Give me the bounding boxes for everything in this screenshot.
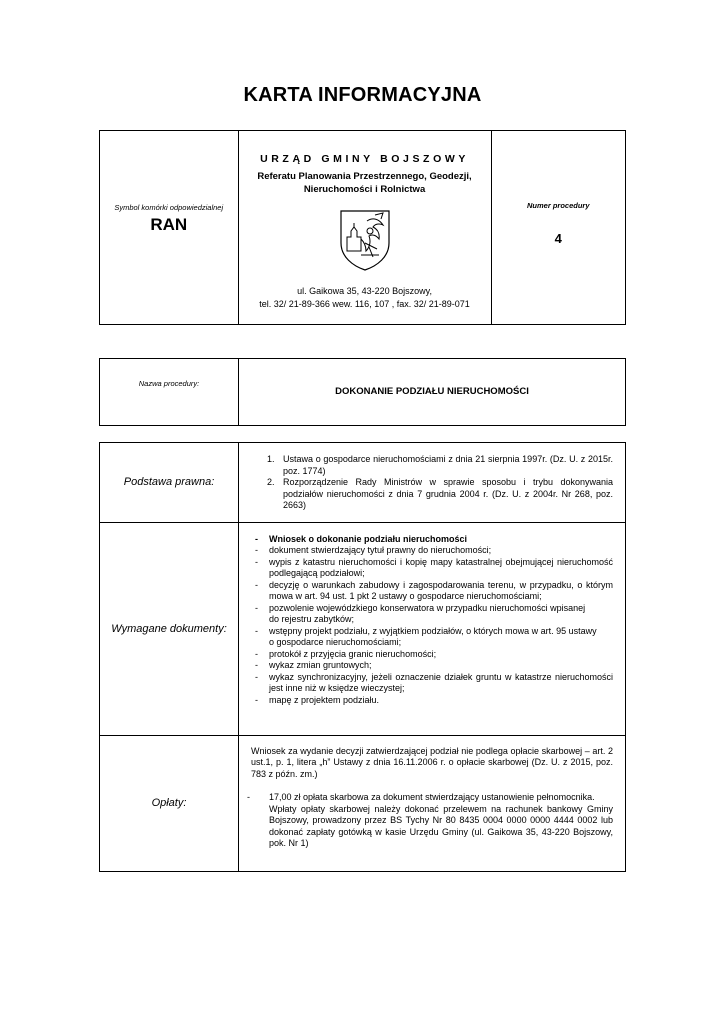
list-item: - decyzję o warunkach zabudowy i zagospodarowania terenu, w przypadku, o którym mowa w art. 94 ust. 1 pkt 2 ustawy o gospodarce nieruchomościami; [269,580,613,603]
procedure-name: DOKONANIE PODZIAŁU NIERUCHOMOŚCI [335,386,529,397]
office-address: ul. Gaikowa 35, 43-220 Bojszowy, tel. 32/ 21-89-366 wew. 116, 107 , fax. 32/ 21-89-071 [259,286,470,309]
list-item: - wypis z katastru nieruchomości i kopię mapy katastralnej obejmującej nieruchomość podlegającą podziałowi; [269,557,613,580]
procedure-number-label: Numer procedury [527,201,590,210]
symbol-cell [100,131,239,325]
symbol-label: Symbol komórki odpowiedzialnej [114,203,224,212]
fees-list [239,792,613,850]
legal-basis-label: Podstawa prawna: [100,443,239,523]
legal-basis-list [239,454,613,512]
department-name: Referatu Planowania Przestrzennego, Geodezji, Nieruchomości i Rolnictwa [257,171,472,195]
list-item: - wykaz zmian gruntowych; [269,660,613,672]
procedure-name-label: Nazwa procedury: [138,379,200,388]
fees-cell [239,735,626,871]
legal-basis-cell [239,443,626,523]
office-cell [238,131,491,325]
list-item: - dokument stwierdzający tytuł prawny do nieruchomości; [269,545,613,557]
list-item: - mapę z projektem podziału. [269,695,613,707]
list-item: 1. Ustawa o gospodarce nieruchomościami z dnia 21 sierpnia 1997r. (Dz. U. z 2015r. poz. 1774) [277,454,613,477]
coat-of-arms-icon [339,209,391,271]
header-box [99,130,626,325]
procedure-details-table [99,442,626,872]
list-item: - Wniosek o dokonanie podziału nieruchomości [269,534,613,546]
documents-list [239,534,613,707]
procedure-number: 4 [554,231,562,246]
documents-cell [239,522,626,735]
page-title: KARTA INFORMACYJNA [243,84,482,106]
list-item: - pozwolenie wojewódzkiego konserwatora w przypadku nieruchomości wpisanej do rejestru zabytków; [269,603,613,626]
fees-intro: Wniosek za wydanie decyzji zatwierdzającej podział nie podlega opłacie skarbowej – art. 2 ust.1, p. 1, litera „h” Ustawy z dnia 16.11.2006 r. o opłacie skarbowej (Dz. U. z 2015, poz. 783 z późn. zm.) [251,745,613,779]
procedure-name-cell [239,359,626,426]
fees-label: Opłaty: [100,735,239,871]
list-item: - wstępny projekt podziału, z wyjątkiem podziałów, o których mowa w art. 95 ustawy o gospodarce nieruchomościami; [269,626,613,649]
documents-label: Wymagane dokumenty: [100,522,239,735]
list-item: - protokół z przyjęcia granic nieruchomości; [269,649,613,661]
procedure-name-label-cell [100,359,239,426]
procedure-number-cell [491,131,625,325]
office-name: URZĄD GMINY BOJSZOWY [260,153,469,165]
fees-row [100,735,626,871]
documents-row [100,522,626,735]
list-item: - 17,00 zł opłata skarbowa za dokument stwierdzający ustanowienie pełnomocnika. Wpłaty opłaty skarbowej należy dokonać przelewem na rachunek bankowy Gminy Bojszowy, prowadzony przez BS Tychy Nr 80 8435 0004 0000 0000 4444 0002 lub dokonać zapłaty gotówką w kasie Urzędu Gminy (ul. Gaikowa 35, 43-220 Bojszowy, pok. Nr 1) [269,792,613,850]
list-item: 2. Rozporządzenie Rady Ministrów w sprawie sposobu i trybu dokonywania podziałów nieruchomości z dnia 7 grudnia 2004 r. (Dz. U. z 2004r. Nr 268, poz. 2663) [277,477,613,512]
procedure-name-box [99,358,626,426]
list-item: - wykaz synchronizacyjny, jeżeli oznaczenie działek gruntu w katastrze nieruchomości jest inne niż w księdze wieczystej; [269,672,613,695]
symbol-value: RAN [150,215,188,234]
fees-payment-note: Wpłaty opłaty skarbowej należy dokonać przelewem na rachunek bankowy Gminy Bojszowy, prowadzony przez BS Tychy Nr 80 8435 0004 0000 0000 4444 0002 lub dokonać zapłaty gotówką w kasie Urzędu Gminy (ul. Gaikowa 35, 43-220 Bojszowy, pok. Nr 1) [269,803,613,848]
legal-basis-row [100,443,626,523]
